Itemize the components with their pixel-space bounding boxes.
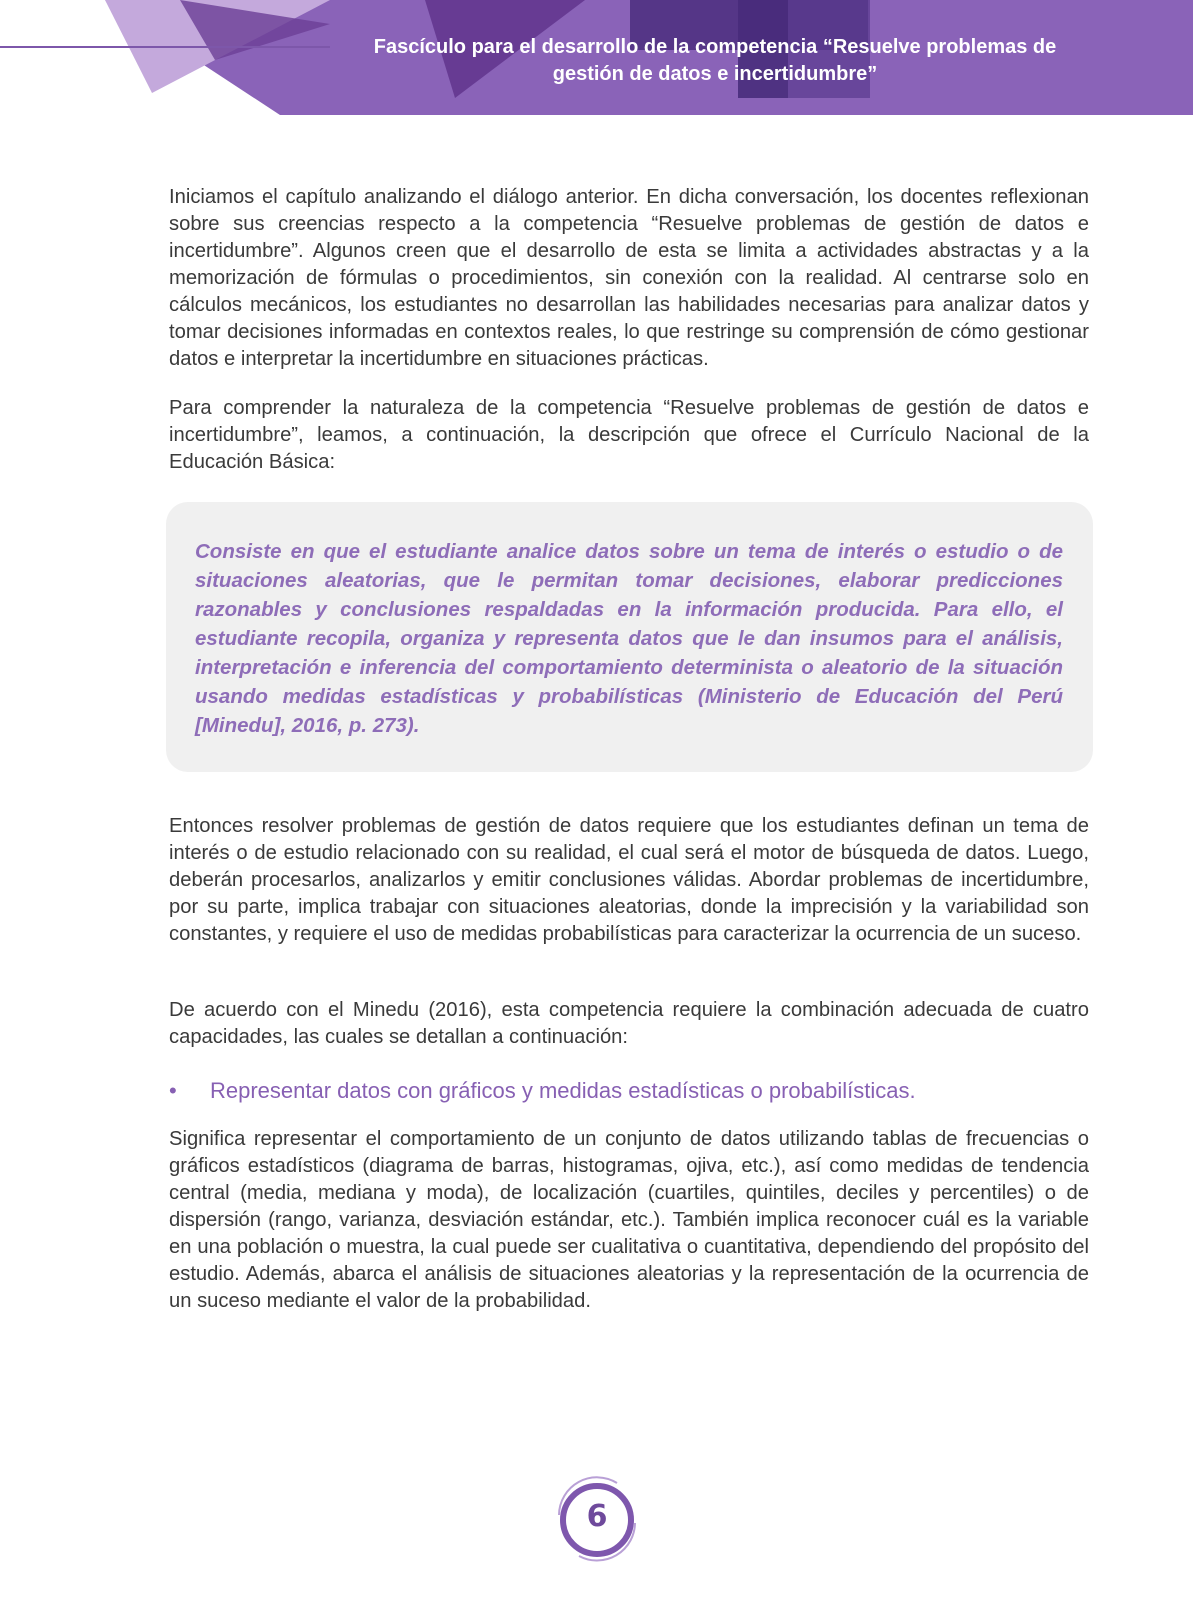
- paragraph-capacities: De acuerdo con el Minedu (2016), esta competencia requiere la combinación adecuada de cuatro capacidades, las cuales se detallan a continuación:: [169, 999, 1089, 1048]
- capacity-heading: Representar datos con gráficos y medidas estadísticas o probabilísticas.: [210, 1078, 916, 1103]
- page-number: 6: [586, 1499, 608, 1534]
- header-title-line1: Fascículo para el desarrollo de la competencia “Resuelve problemas de: [373, 36, 1057, 58]
- curriculum-quote-box: [166, 502, 1093, 772]
- bullet-marker: •: [169, 1078, 177, 1103]
- paragraph-representation: Significa representar el comportamiento de un conjunto de datos utilizando tablas de frecuencias o gráficos estadísticos (diagrama de barras, histogramas, ojiva, etc.), así como medidas de tendencia central (media, mediana y moda), de localización (cuartiles, quintiles, deciles y percentiles) o de dispersión (rango, varianza, desviación estándar, etc.). También implica reconocer cuál es la variable en una población o muestra, la cual puede ser cualitativa o cuantitativa, dependiendo del propósito del estudio. Además, abarca el análisis de situaciones aleatorias y la representación de la ocurrencia de un suceso mediante el valor de la probabilidad.: [169, 1128, 1089, 1312]
- paragraph-data-management: Entonces resolver problemas de gestión de datos requiere que los estudiantes definan un tema de interés o de estudio relacionado con su realidad, el cual será el motor de búsqueda de datos. Luego, deberán procesarlos, analizarlos y emitir conclusiones válidas. Abordar problemas de incertidumbre, por su parte, implica trabajar con situaciones aleatorias, donde la imprecisión y la variabilidad son constantes, y requiere el uso de medidas probabilísticas para caracterizar la ocurrencia de un suceso.: [169, 815, 1089, 945]
- header-title-line2: gestión de datos e incertidumbre”: [552, 63, 878, 85]
- paragraph-intro: Iniciamos el capítulo analizando el diálogo anterior. En dicha conversación, los docentes reflexionan sobre sus creencias respecto a la competencia “Resuelve problemas de gestión de datos e incertidumbre”. Algunos creen que el desarrollo de esta se limita a actividades abstractas y a la memorización de fórmulas o procedimientos, sin conexión con la realidad. Al centrarse solo en cálculos mecánicos, los estudiantes no desarrollan las habilidades necesarias para analizar datos y tomar decisiones informadas en contextos reales, lo que restringe su comprensión de cómo gestionar datos e interpretar la incertidumbre en situaciones prácticas.: [169, 186, 1089, 370]
- curriculum-quote-text: Consiste en que el estudiante analice datos sobre un tema de interés o estudio o de situaciones aleatorias, que le permitan tomar decisiones, elaborar predicciones razonables y conclusiones respaldadas en la información producida. Para ello, el estudiante recopila, organiza y representa datos que le dan insumos para el análisis, interpretación e inferencia del comportamiento determinista o aleatorio de la situación usando medidas estadísticas y probabilísticas (Ministerio de Educación del Perú [Minedu], 2016, p. 273).: [195, 540, 1063, 737]
- header-title: [330, 34, 1100, 88]
- paragraph-competence-nature: Para comprender la naturaleza de la competencia “Resuelve problemas de gestión de datos e incertidumbre”, leamos, a continuación, la descripción que ofrece el Currículo Nacional de la Educación Básica:: [169, 397, 1089, 473]
- page-number-badge: [549, 1471, 645, 1567]
